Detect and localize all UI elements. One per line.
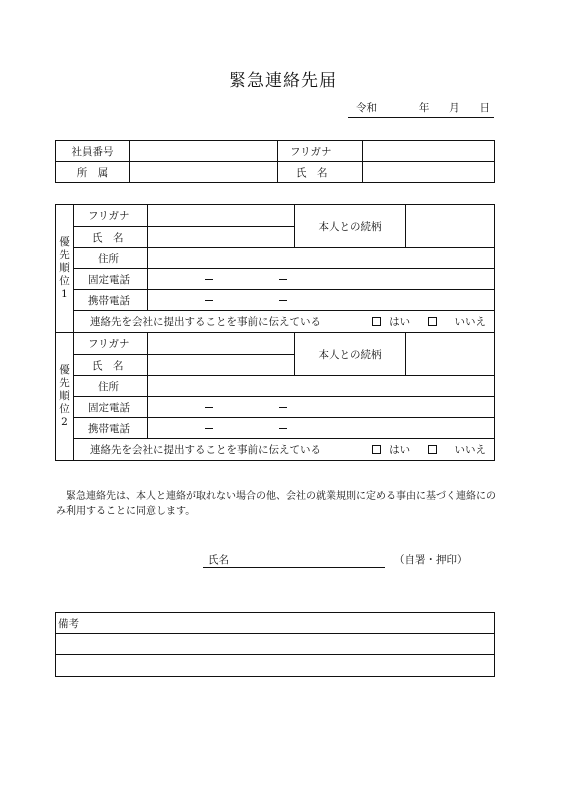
contact2-name-field[interactable]: [148, 355, 295, 376]
page-title: 緊急連絡先届: [229, 71, 337, 91]
remarks-line-1[interactable]: [56, 634, 495, 655]
employee-name-field[interactable]: [363, 162, 495, 183]
employee-name-label: 氏 名: [278, 162, 363, 183]
contact1-kana-field[interactable]: [148, 205, 295, 227]
contact1-yes-label: はい: [389, 316, 411, 328]
contact2-no-checkbox[interactable]: [428, 445, 437, 454]
contact1-landline-label: 固定電話: [74, 269, 148, 290]
signature-name-field[interactable]: [203, 552, 385, 568]
priority-label-2: 優 先 順 位 2: [56, 333, 74, 461]
remarks-line-2[interactable]: [56, 655, 495, 677]
contact1-mobile-field[interactable]: [148, 290, 495, 311]
date-row: [348, 100, 494, 118]
contact2-kana-field[interactable]: [148, 333, 295, 355]
date-day: 日: [479, 102, 490, 114]
contact2-name-label: 氏 名: [74, 355, 148, 376]
contact2-landline-label: 固定電話: [74, 397, 148, 418]
contact-table-2: [55, 332, 495, 461]
contact1-no-checkbox[interactable]: [428, 317, 437, 326]
priority-label-1: 優 先 順 位 1: [56, 205, 74, 333]
employee-id-field[interactable]: [130, 141, 278, 162]
contact2-consent-text: 連絡先を会社に提出することを事前に伝えている: [90, 444, 321, 456]
contact1-address-label: 住所: [74, 248, 148, 269]
contact1-mobile-label: 携帯電話: [74, 290, 148, 311]
contact2-address-field[interactable]: [148, 376, 495, 397]
contact-table-1: [55, 204, 495, 333]
employee-table: [55, 140, 495, 183]
contact1-kana-label: フリガナ: [74, 205, 148, 227]
contact2-no-label: いいえ: [454, 444, 486, 456]
contact2-address-label: 住所: [74, 376, 148, 397]
date-month: 月: [449, 102, 460, 114]
employee-dept-field[interactable]: [130, 162, 278, 183]
contact1-landline-field[interactable]: [148, 269, 495, 290]
contact2-mobile-field[interactable]: [148, 418, 495, 439]
contact2-yes-checkbox[interactable]: [372, 445, 381, 454]
contact2-landline-field[interactable]: [148, 397, 495, 418]
signature-name-label: 氏名: [208, 554, 229, 566]
employee-kana-field[interactable]: [363, 141, 495, 162]
contact1-name-field[interactable]: [148, 227, 295, 248]
employee-id-label: 社員番号: [56, 141, 130, 162]
date-era: 令和: [356, 102, 377, 114]
contact2-yes-label: はい: [389, 444, 411, 456]
signature-seal-label: （自署・押印）: [394, 554, 468, 566]
contact1-name-label: 氏 名: [74, 227, 148, 248]
contact1-relation-field[interactable]: [406, 205, 495, 248]
contact2-mobile-label: 携帯電話: [74, 418, 148, 439]
contact1-address-field[interactable]: [148, 248, 495, 269]
contact2-consent-row: [74, 439, 495, 461]
contact2-relation-label: 本人との続柄: [295, 333, 406, 376]
contact1-consent-text: 連絡先を会社に提出することを事前に伝えている: [90, 316, 321, 328]
contact2-kana-label: フリガナ: [74, 333, 148, 355]
date-year: 年: [418, 102, 430, 114]
contact1-relation-label: 本人との続柄: [295, 205, 406, 248]
contact2-relation-field[interactable]: [406, 333, 495, 376]
employee-kana-label: フリガナ: [278, 141, 363, 162]
contact1-consent-row: [74, 311, 495, 333]
contact1-no-label: いいえ: [454, 316, 486, 328]
agreement-text: 緊急連絡先は、本人と連絡が取れない場合の他、会社の就業規則に定める事由に基づく連絡にのみ利用することに同意します。: [56, 491, 496, 517]
remarks-label: 備考: [56, 613, 495, 634]
contact1-yes-checkbox[interactable]: [372, 317, 381, 326]
employee-dept-label: 所 属: [56, 162, 130, 183]
remarks-table: [55, 612, 495, 677]
